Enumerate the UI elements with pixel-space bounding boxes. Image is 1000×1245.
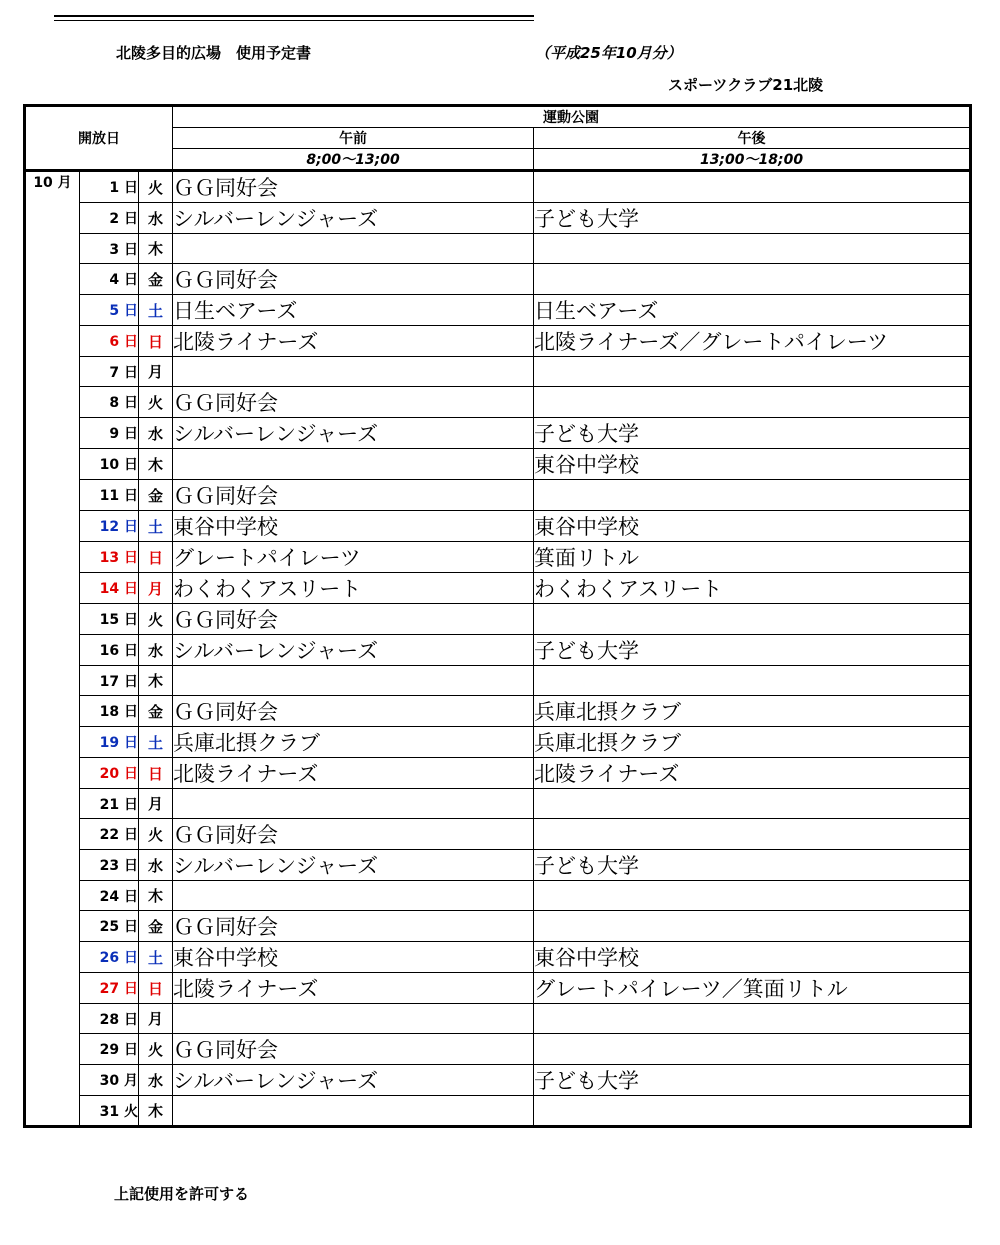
day-cell: 1 日 (80, 171, 139, 203)
day-cell: 2 日 (80, 203, 139, 234)
day-cell: 26 日 (80, 942, 139, 973)
pm-booking-cell: 子ども大学 (534, 635, 971, 666)
day-cell: 16 日 (80, 635, 139, 666)
day-cell: 14 日 (80, 573, 139, 604)
day-cell: 24 日 (80, 881, 139, 911)
pm-booking-cell (534, 911, 971, 942)
day-cell: 21 日 (80, 789, 139, 819)
am-booking-cell: ＧＧ同好会 (173, 171, 534, 203)
pm-booking-cell: 東谷中学校 (534, 449, 971, 480)
table-row (25, 326, 971, 357)
pm-booking-cell: 東谷中学校 (534, 511, 971, 542)
day-cell: 4 日 (80, 264, 139, 295)
am-booking-cell: シルバーレンジャーズ (173, 1065, 534, 1096)
am-booking-cell (173, 666, 534, 696)
table-row (25, 203, 971, 234)
day-cell: 29 日 (80, 1034, 139, 1065)
am-booking-cell: 東谷中学校 (173, 511, 534, 542)
day-cell: 11 日 (80, 480, 139, 511)
am-booking-cell: ＧＧ同好会 (173, 387, 534, 418)
am-booking-cell: シルバーレンジャーズ (173, 850, 534, 881)
day-cell: 17 日 (80, 666, 139, 696)
table-row (25, 1004, 971, 1034)
weekday-cell: 月 (139, 357, 173, 387)
day-cell: 20 日 (80, 758, 139, 789)
day-cell: 27 日 (80, 973, 139, 1004)
weekday-cell: 火 (139, 387, 173, 418)
am-booking-cell: 日生ベアーズ (173, 295, 534, 326)
am-booking-cell: わくわくアスリート (173, 573, 534, 604)
month-cell: 10 月 (25, 171, 80, 1127)
day-cell: 18 日 (80, 696, 139, 727)
table-row (25, 881, 971, 911)
weekday-cell: 水 (139, 203, 173, 234)
table-row (25, 387, 971, 418)
table-row (25, 542, 971, 573)
day-cell: 28 日 (80, 1004, 139, 1034)
weekday-cell: 金 (139, 480, 173, 511)
weekday-cell: 土 (139, 295, 173, 326)
am-booking-cell: シルバーレンジャーズ (173, 635, 534, 666)
day-cell: 31 火 (80, 1096, 139, 1127)
organization-name: スポーツクラブ21北陵 (668, 76, 824, 94)
pm-booking-cell (534, 1034, 971, 1065)
schedule-table (23, 104, 972, 1128)
weekday-cell: 日 (139, 326, 173, 357)
table-row (25, 758, 971, 789)
header-am-time: 8;00～13;00 (173, 149, 534, 171)
pm-booking-cell: わくわくアスリート (534, 573, 971, 604)
pm-booking-cell: 子ども大学 (534, 850, 971, 881)
pm-booking-cell: 兵庫北摂クラブ (534, 727, 971, 758)
header-open-day: 開放日 (25, 106, 173, 171)
pm-booking-cell: 子ども大学 (534, 1065, 971, 1096)
table-row (25, 418, 971, 449)
header-pm-time: 13;00～18;00 (534, 149, 971, 171)
weekday-cell: 火 (139, 604, 173, 635)
table-row (25, 171, 971, 203)
table-row (25, 635, 971, 666)
day-cell: 3 日 (80, 234, 139, 264)
table-row (25, 727, 971, 758)
weekday-cell: 火 (139, 819, 173, 850)
document-period: （平成25年10月分） (535, 44, 682, 62)
pm-booking-cell: 北陵ライナーズ／グレートパイレーツ (534, 326, 971, 357)
am-booking-cell: ＧＧ同好会 (173, 696, 534, 727)
day-cell: 13 日 (80, 542, 139, 573)
am-booking-cell (173, 357, 534, 387)
am-booking-cell (173, 881, 534, 911)
day-cell: 8 日 (80, 387, 139, 418)
am-booking-cell: グレートパイレーツ (173, 542, 534, 573)
am-booking-cell: 兵庫北摂クラブ (173, 727, 534, 758)
table-row (25, 573, 971, 604)
table-row (25, 973, 971, 1004)
pm-booking-cell (534, 1004, 971, 1034)
weekday-cell: 土 (139, 727, 173, 758)
table-row (25, 511, 971, 542)
header-pm: 午後 (534, 128, 971, 149)
table-row (25, 696, 971, 727)
pm-booking-cell (534, 789, 971, 819)
pm-booking-cell (534, 604, 971, 635)
table-row (25, 480, 971, 511)
am-booking-cell (173, 1096, 534, 1127)
header-park: 運動公園 (173, 106, 971, 128)
table-row (25, 942, 971, 973)
table-row (25, 789, 971, 819)
table-row (25, 1034, 971, 1065)
am-booking-cell (173, 449, 534, 480)
am-booking-cell (173, 789, 534, 819)
table-row (25, 295, 971, 326)
day-cell: 15 日 (80, 604, 139, 635)
pm-booking-cell (534, 357, 971, 387)
top-rule (54, 15, 534, 21)
am-booking-cell: ＧＧ同好会 (173, 264, 534, 295)
am-booking-cell (173, 1004, 534, 1034)
table-row (25, 264, 971, 295)
table-row (25, 1096, 971, 1127)
pm-booking-cell (534, 264, 971, 295)
weekday-cell: 木 (139, 666, 173, 696)
weekday-cell: 木 (139, 1096, 173, 1127)
pm-booking-cell (534, 819, 971, 850)
day-cell: 9 日 (80, 418, 139, 449)
weekday-cell: 木 (139, 449, 173, 480)
table-row (25, 850, 971, 881)
day-cell: 7 日 (80, 357, 139, 387)
am-booking-cell: ＧＧ同好会 (173, 1034, 534, 1065)
weekday-cell: 日 (139, 973, 173, 1004)
am-booking-cell: 北陵ライナーズ (173, 326, 534, 357)
table-row (25, 234, 971, 264)
weekday-cell: 土 (139, 511, 173, 542)
am-booking-cell: シルバーレンジャーズ (173, 203, 534, 234)
day-cell: 5 日 (80, 295, 139, 326)
document-title: 北陵多目的広場 使用予定書 (116, 44, 312, 62)
weekday-cell: 金 (139, 264, 173, 295)
am-booking-cell: 北陵ライナーズ (173, 758, 534, 789)
weekday-cell: 木 (139, 234, 173, 264)
approval-note: 上記使用を許可する (114, 1185, 250, 1203)
weekday-cell: 水 (139, 1065, 173, 1096)
day-cell: 25 日 (80, 911, 139, 942)
weekday-cell: 水 (139, 635, 173, 666)
header-am: 午前 (173, 128, 534, 149)
pm-booking-cell: 箕面リトル (534, 542, 971, 573)
table-row (25, 357, 971, 387)
pm-booking-cell (534, 387, 971, 418)
table-row (25, 911, 971, 942)
weekday-cell: 金 (139, 911, 173, 942)
table-row (25, 604, 971, 635)
pm-booking-cell: 兵庫北摂クラブ (534, 696, 971, 727)
weekday-cell: 水 (139, 850, 173, 881)
table-row (25, 449, 971, 480)
table-row (25, 819, 971, 850)
weekday-cell: 日 (139, 542, 173, 573)
pm-booking-cell: 東谷中学校 (534, 942, 971, 973)
table-row (25, 666, 971, 696)
am-booking-cell (173, 234, 534, 264)
am-booking-cell: 東谷中学校 (173, 942, 534, 973)
pm-booking-cell (534, 666, 971, 696)
pm-booking-cell (534, 171, 971, 203)
weekday-cell: 月 (139, 789, 173, 819)
pm-booking-cell: 北陵ライナーズ (534, 758, 971, 789)
table-row (25, 1065, 971, 1096)
day-cell: 10 日 (80, 449, 139, 480)
am-booking-cell: ＧＧ同好会 (173, 911, 534, 942)
weekday-cell: 土 (139, 942, 173, 973)
pm-booking-cell (534, 881, 971, 911)
weekday-cell: 金 (139, 696, 173, 727)
pm-booking-cell: 日生ベアーズ (534, 295, 971, 326)
am-booking-cell: シルバーレンジャーズ (173, 418, 534, 449)
day-cell: 30 月 (80, 1065, 139, 1096)
pm-booking-cell (534, 1096, 971, 1127)
am-booking-cell: ＧＧ同好会 (173, 480, 534, 511)
pm-booking-cell: 子ども大学 (534, 203, 971, 234)
day-cell: 22 日 (80, 819, 139, 850)
weekday-cell: 木 (139, 881, 173, 911)
pm-booking-cell: 子ども大学 (534, 418, 971, 449)
am-booking-cell: ＧＧ同好会 (173, 819, 534, 850)
am-booking-cell: 北陵ライナーズ (173, 973, 534, 1004)
day-cell: 6 日 (80, 326, 139, 357)
pm-booking-cell (534, 480, 971, 511)
pm-booking-cell (534, 234, 971, 264)
weekday-cell: 火 (139, 171, 173, 203)
day-cell: 19 日 (80, 727, 139, 758)
weekday-cell: 月 (139, 1004, 173, 1034)
am-booking-cell: ＧＧ同好会 (173, 604, 534, 635)
weekday-cell: 火 (139, 1034, 173, 1065)
day-cell: 12 日 (80, 511, 139, 542)
weekday-cell: 月 (139, 573, 173, 604)
weekday-cell: 日 (139, 758, 173, 789)
weekday-cell: 水 (139, 418, 173, 449)
pm-booking-cell: グレートパイレーツ／箕面リトル (534, 973, 971, 1004)
day-cell: 23 日 (80, 850, 139, 881)
